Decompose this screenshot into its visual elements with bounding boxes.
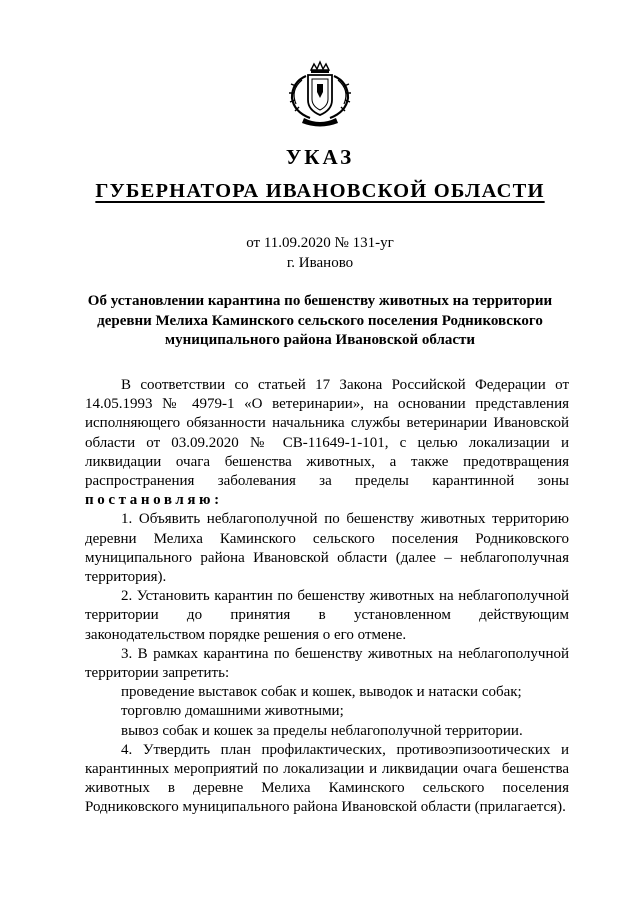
list-item: 2. Установить карантин по бешенству животных на неблагополучной территории до принятия в установленном действующим законодательством порядке решения о его отмене.	[85, 588, 569, 643]
list-item: проведение выставок собак и кошек, выводок и натаски собак;	[121, 684, 522, 701]
decree-word: постановляю	[85, 492, 215, 509]
list-item: вывоз собак и кошек за пределы неблагополучной территории.	[121, 722, 523, 739]
ivanovo-coat-of-arms-icon	[284, 60, 356, 130]
list-item: 1. Объявить неблагополучной по бешенству животных территорию деревни Мелиха Каминского сельского поселения Родниковского муниципального района Ивановской области (далее – неблагополучная территория).	[85, 511, 569, 586]
list-item: 3. В рамках карантина по бешенству животных на неблагополучной территории запретить:	[85, 645, 569, 682]
preamble-paragraph	[85, 376, 569, 510]
decree-colon: :	[214, 492, 220, 509]
document-type-title: УКАЗ	[285, 145, 355, 169]
issuer-title: ГУБЕРНАТОРА ИВАНОВСКОЙ ОБЛАСТИ	[95, 180, 545, 202]
city: г. Иваново	[286, 255, 354, 271]
document-body	[85, 376, 569, 818]
document-subject: Об установлении карантина по бешенству животных на территории деревни Мелиха Каминского сельского поселения Родниковского муниципального района Ивановской области	[87, 293, 553, 348]
date-and-number: от 11.09.2020 № 131-уг	[246, 235, 394, 251]
list-item: торговлю домашними животными;	[121, 703, 344, 720]
preamble-text: В соответствии со статьей 17 Закона Российской Федерации от 14.05.1993 № 4979-1 «О ветеринарии», на основании представления исполняющего обязанности начальника службы ветеринарии Ивановской области от 03.09.2020 № СВ-11649-1-101, с целью локализации и ликвидации очага бешенства животных, а также предотвращения распространения заболевания за пределы карантинной зоны	[85, 377, 569, 490]
list-item: 4. Утвердить план профилактических, противоэпизоотических и карантинных мероприятий по локализации и ликвидации очага бешенства животных в деревне Мелиха Каминского сельского поселения Родниковского муниципального района Ивановской области (прилагается).	[85, 741, 569, 816]
